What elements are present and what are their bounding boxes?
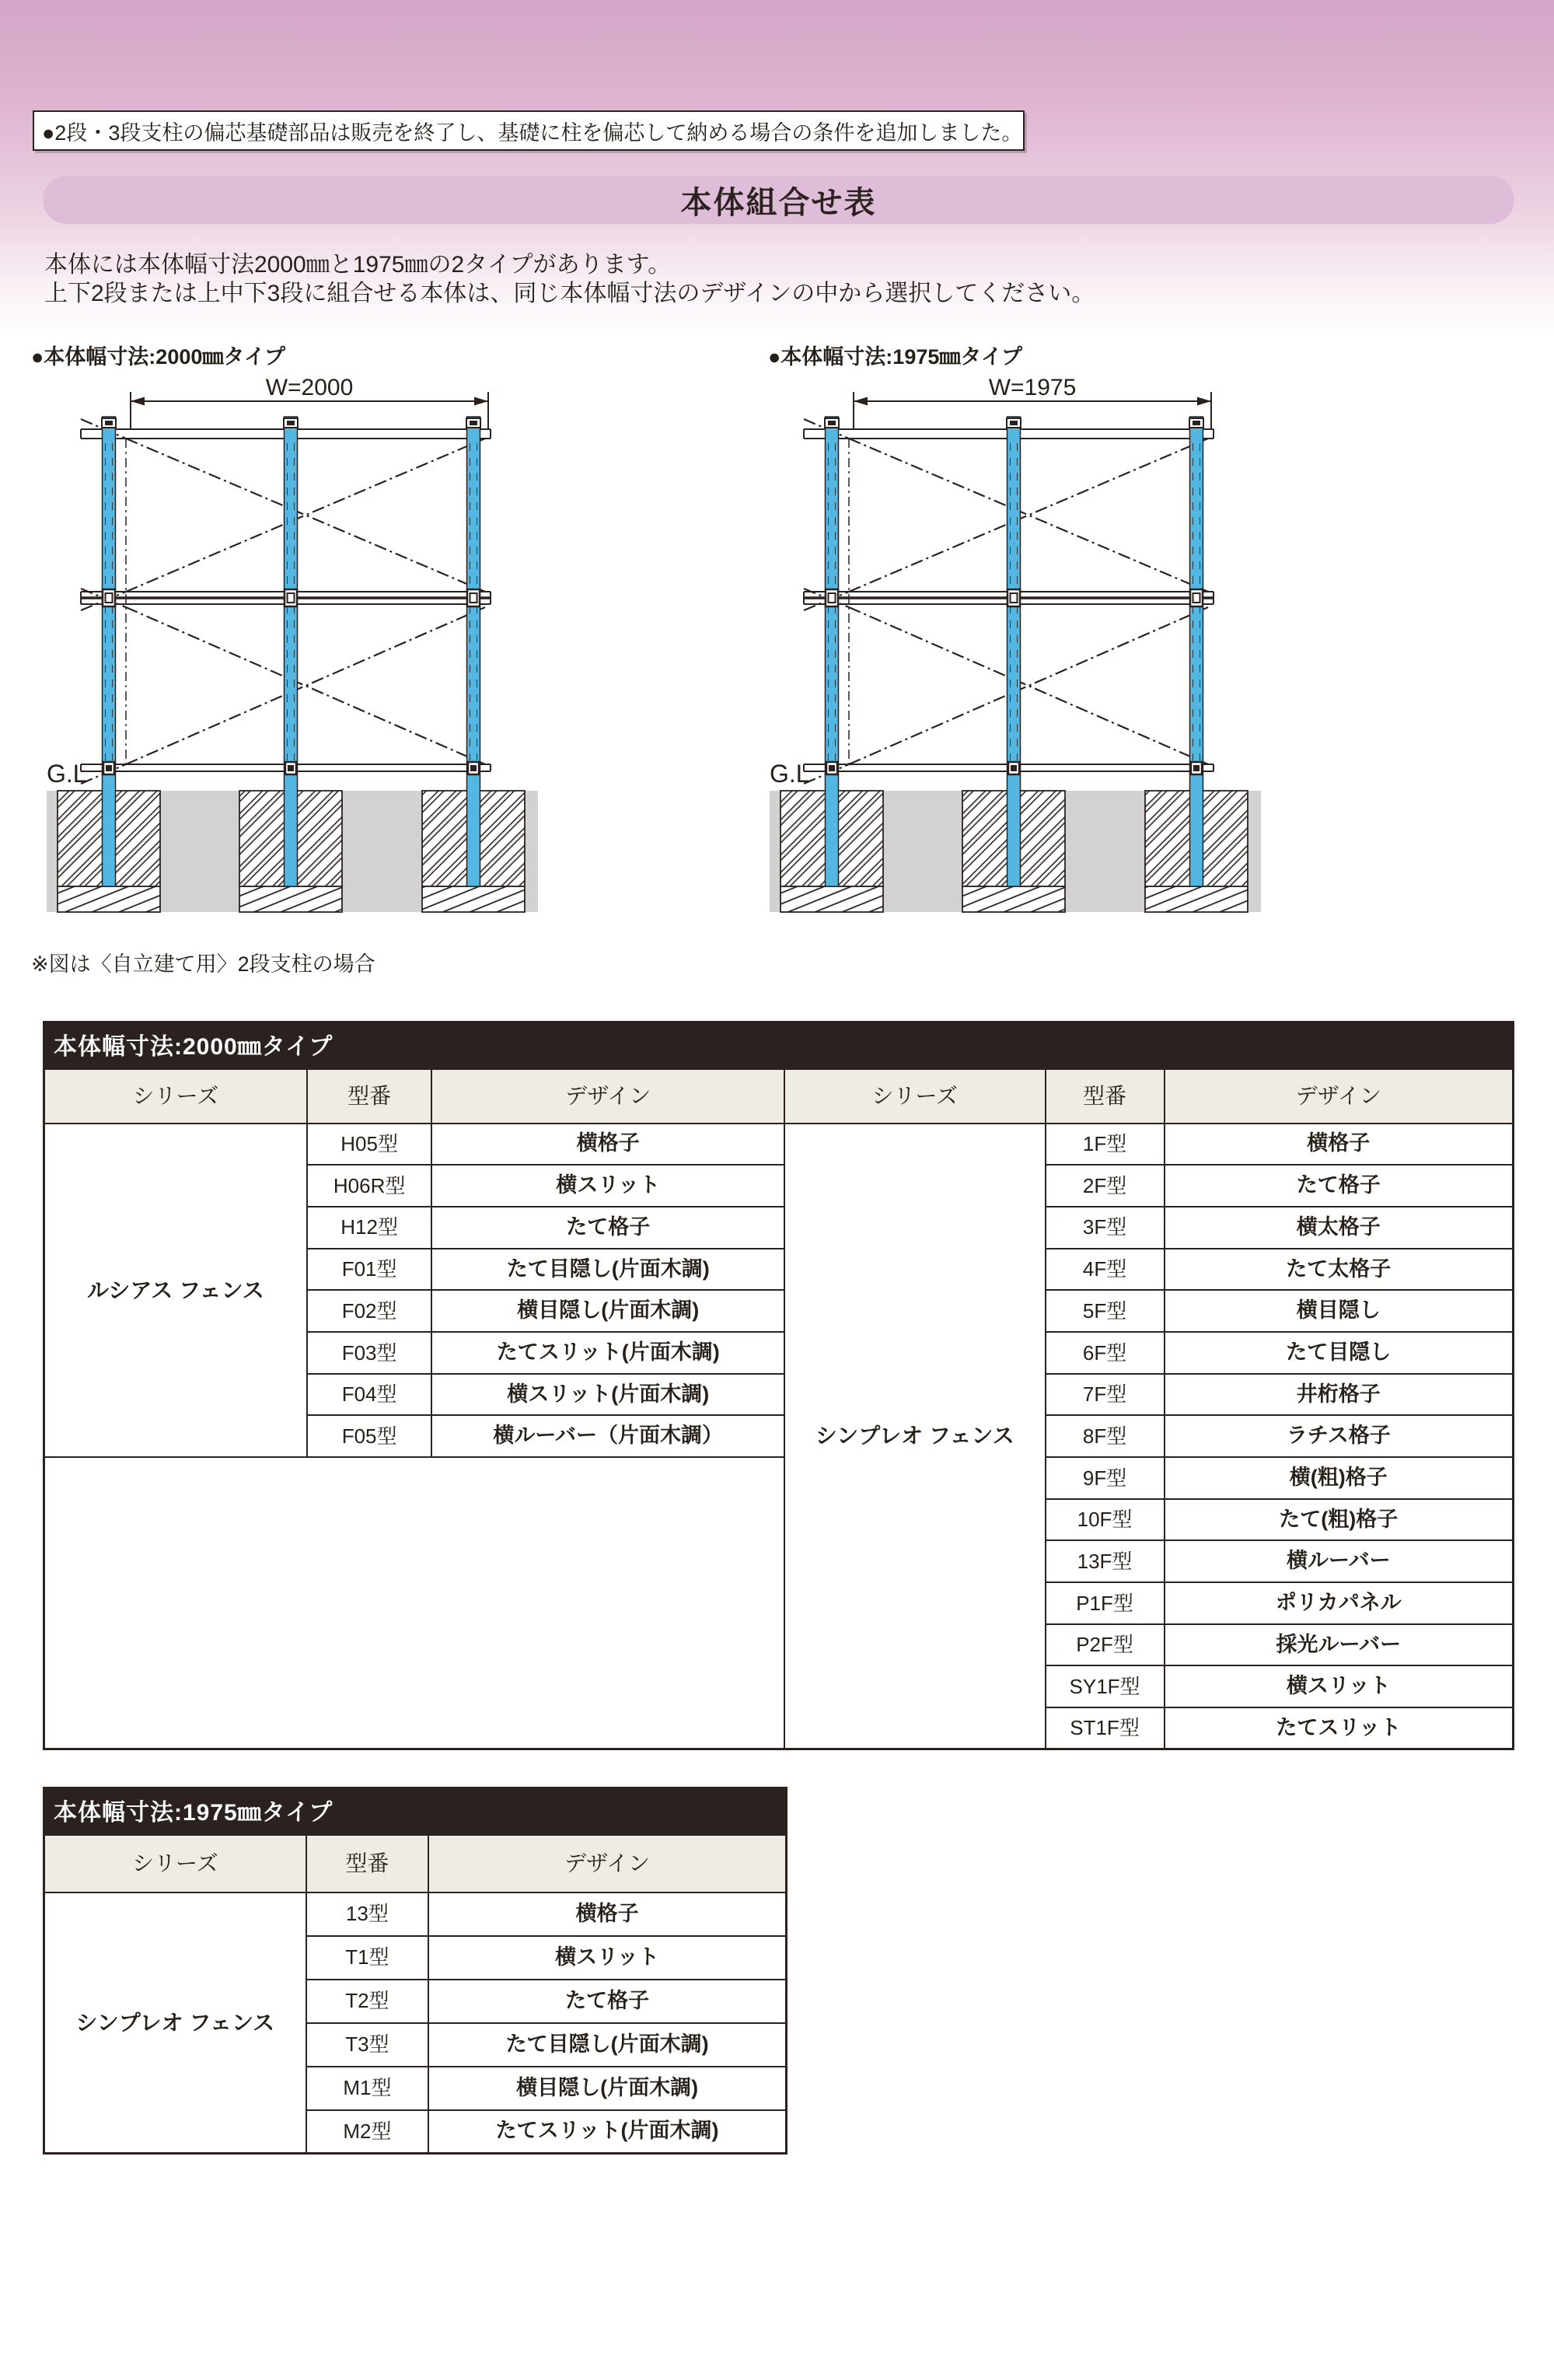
design-cell: 横スリット: [1165, 1665, 1514, 1707]
series-cell: ルシアス フェンス: [44, 1124, 307, 1458]
design-cell: たて目隠し(片面木調): [428, 2023, 786, 2067]
dimension-label: W=2000: [265, 375, 354, 400]
design-cell: 横(粗)格子: [1165, 1457, 1514, 1499]
fence-diagram-1975: [768, 372, 1304, 925]
combination-table-1975: [43, 1787, 787, 2155]
model-cell: 2F型: [1046, 1165, 1165, 1207]
design-cell: 横格子: [1165, 1124, 1514, 1166]
column-header-design: デザイン: [428, 1835, 786, 1892]
title-banner: [43, 176, 1514, 224]
design-cell: ラチス格子: [1165, 1415, 1514, 1457]
design-cell: たてスリット(片面木調): [431, 1332, 784, 1374]
design-cell: 横ルーバー（片面木調）: [431, 1415, 784, 1457]
ground-level-label: G.L: [770, 760, 810, 788]
model-cell: M1型: [306, 2067, 429, 2110]
model-cell: F04型: [307, 1374, 432, 1416]
model-cell: P2F型: [1046, 1624, 1165, 1666]
model-cell: M2型: [306, 2110, 429, 2154]
intro-paragraph: [44, 250, 1095, 308]
table-row: [44, 1124, 1514, 1166]
column-header-model: 型番: [307, 1069, 432, 1124]
column-header-model: 型番: [306, 1835, 429, 1892]
model-cell: 8F型: [1046, 1415, 1165, 1457]
notice-box: [33, 110, 1025, 151]
model-cell: 1F型: [1046, 1124, 1165, 1166]
model-cell: 6F型: [1046, 1332, 1165, 1374]
model-cell: 13型: [306, 1892, 429, 1936]
model-cell: 9F型: [1046, 1457, 1165, 1499]
dimension-label: W=1975: [988, 375, 1077, 400]
diagram-footnote: ※図は〈自立建て用〉2段支柱の場合: [31, 952, 375, 976]
design-cell: 横目隠し(片面木調): [428, 2067, 786, 2110]
model-cell: H12型: [307, 1207, 432, 1249]
design-cell: 横格子: [428, 1892, 786, 1936]
column-header-design: デザイン: [431, 1069, 784, 1124]
design-cell: たて格子: [1165, 1165, 1514, 1207]
combination-table: [43, 1833, 787, 2155]
model-cell: F05型: [307, 1415, 432, 1457]
model-cell: H05型: [307, 1124, 432, 1166]
table-title: 本体幅寸法:2000㎜タイプ: [54, 1034, 333, 1060]
header-row: [44, 1069, 1514, 1124]
model-cell: SY1F型: [1046, 1665, 1165, 1707]
design-cell: たて(粗)格子: [1165, 1499, 1514, 1541]
design-cell: 井桁格子: [1165, 1374, 1514, 1416]
series-cell: シンプレオ フェンス: [44, 1892, 306, 2154]
column-header-series: シリーズ: [784, 1069, 1045, 1124]
design-cell: 横目隠し: [1165, 1290, 1514, 1332]
model-cell: ST1F型: [1046, 1707, 1165, 1749]
design-cell: 横格子: [431, 1124, 784, 1166]
ground-level-label: G.L: [47, 760, 87, 788]
design-cell: 横スリット: [428, 1936, 786, 1980]
intro-line-2: 上下2段または上中下3段に組合せる本体は、同じ本体幅寸法のデザインの中から選択してください。: [44, 281, 1095, 306]
design-cell: たて格子: [428, 1980, 786, 2023]
model-cell: H06R型: [307, 1165, 432, 1207]
model-cell: 7F型: [1046, 1374, 1165, 1416]
model-cell: F01型: [307, 1249, 432, 1291]
model-cell: 3F型: [1046, 1207, 1165, 1249]
column-header-model: 型番: [1046, 1069, 1165, 1124]
model-cell: F03型: [307, 1332, 432, 1374]
design-cell: 採光ルーバー: [1165, 1624, 1514, 1666]
column-header-design: デザイン: [1165, 1069, 1514, 1124]
diagram-caption-1975: ●本体幅寸法:1975㎜タイプ: [768, 345, 1023, 369]
model-cell: 13F型: [1046, 1540, 1165, 1582]
model-cell: F02型: [307, 1290, 432, 1332]
intro-line-1: 本体には本体幅寸法2000㎜と1975㎜の2タイプがあります。: [44, 252, 672, 278]
model-cell: 4F型: [1046, 1249, 1165, 1291]
model-cell: 5F型: [1046, 1290, 1165, 1332]
design-cell: たて太格子: [1165, 1249, 1514, 1291]
design-cell: ポリカパネル: [1165, 1582, 1514, 1624]
design-cell: たてスリット(片面木調): [428, 2110, 786, 2154]
table-title-bar: [43, 1021, 1514, 1068]
model-cell: 10F型: [1046, 1499, 1165, 1541]
design-cell: たて目隠し: [1165, 1332, 1514, 1374]
page-title: 本体組合せ表: [680, 185, 877, 220]
header-row: [44, 1835, 787, 1892]
design-cell: たて目隠し(片面木調): [431, 1249, 784, 1291]
table-title-bar: [43, 1787, 787, 1833]
model-cell: T2型: [306, 1980, 429, 2023]
fence-diagram-2000: [45, 372, 581, 925]
design-cell: 横スリット: [431, 1165, 784, 1207]
design-cell: 横ルーバー: [1165, 1540, 1514, 1582]
table-title: 本体幅寸法:1975㎜タイプ: [54, 1800, 333, 1826]
model-cell: T3型: [306, 2023, 429, 2067]
design-cell: 横スリット(片面木調): [431, 1374, 784, 1416]
combination-table-2000: [43, 1021, 1514, 1750]
design-cell: 横目隠し(片面木調): [431, 1290, 784, 1332]
model-cell: P1F型: [1046, 1582, 1165, 1624]
series-cell: シンプレオ フェンス: [784, 1124, 1045, 1749]
design-cell: 横太格子: [1165, 1207, 1514, 1249]
table-row: [44, 1892, 787, 1936]
column-header-series: シリーズ: [44, 1069, 307, 1124]
diagram-caption-2000: ●本体幅寸法:2000㎜タイプ: [31, 345, 286, 369]
model-cell: T1型: [306, 1936, 429, 1980]
column-header-series: シリーズ: [44, 1835, 306, 1892]
design-cell: たて格子: [431, 1207, 784, 1249]
table-row: [44, 1457, 1514, 1499]
notice-text: ●2段・3段支柱の偏芯基礎部品は販売を終了し、基礎に柱を偏芯して納める場合の条件を追加しました。: [42, 121, 1023, 145]
empty-cell: [44, 1457, 785, 1749]
combination-table: [43, 1068, 1514, 1750]
design-cell: たてスリット: [1165, 1707, 1514, 1749]
